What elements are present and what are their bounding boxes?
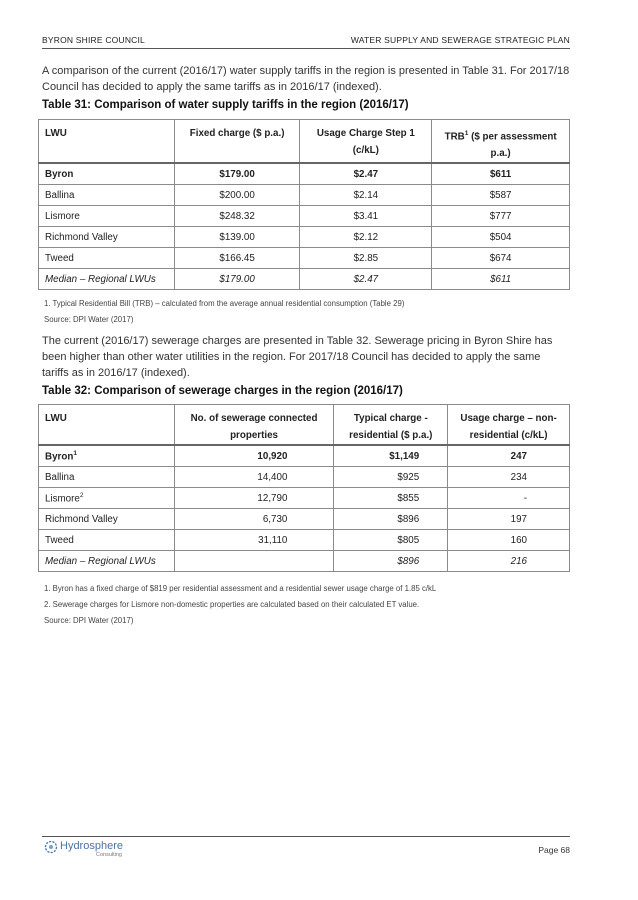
table31-source: Source: DPI Water (2017) xyxy=(44,315,134,324)
table-row: Byron $179.00 $2.47 $611 xyxy=(39,163,570,185)
table-row: Lismore $248.32 $3.41 $777 xyxy=(39,206,570,227)
table-row: Ballina $200.00 $2.14 $587 xyxy=(39,185,570,206)
table32-source: Source: DPI Water (2017) xyxy=(44,616,134,625)
hydrosphere-logo-icon xyxy=(44,840,58,854)
table-row: Richmond Valley $139.00 $2.12 $504 xyxy=(39,227,570,248)
water-tariff-table xyxy=(38,119,570,290)
col-header-lwu: LWU xyxy=(39,120,175,164)
col-header-usage: Usage Charge Step 1 (c/kL) xyxy=(300,120,432,164)
table-row: Lismore$^2$ 12,790 $855 - xyxy=(39,488,570,509)
col-header-connected: No. of sewerage connected properties xyxy=(174,405,334,446)
hydrosphere-logo xyxy=(44,840,123,858)
page-header xyxy=(42,35,570,49)
header-doc-title: WATER SUPPLY AND SEWERAGE STRATEGIC PLAN xyxy=(350,35,570,45)
sewerage-charges-table xyxy=(38,404,570,572)
col-header-nonres: Usage charge – non- residential (c/kL) xyxy=(448,405,570,446)
logo-wordmark: Hydrosphere xyxy=(60,840,123,852)
table32-footnote-2: 2. Sewerage charges for Lismore non-domestic properties are calculated based on their calculated ET value. xyxy=(44,600,420,609)
table31-footnote: 1. Typical Residential Bill (TRB) – calculated from the average annual residential consumption (Table 29) xyxy=(44,299,405,308)
col-header-typical: Typical charge - residential ($ p.a.) xyxy=(334,405,448,446)
table-row-median: Median – Regional LWUs $179.00 $2.47 $611 xyxy=(39,269,570,290)
table-row: Tweed $166.45 $2.85 $674 xyxy=(39,248,570,269)
table-row: Byron$^1$ 10,920 $1,149 247 xyxy=(39,445,570,467)
table31-caption: Table 31: Comparison of water supply tariffs in the region (2016/17) xyxy=(42,99,409,111)
col-header-trb: TRB$^1$ ($ per assessment p.a.) xyxy=(432,120,570,164)
table-row: Ballina 14,400 $925 234 xyxy=(39,467,570,488)
footer-divider xyxy=(42,836,570,837)
intro-paragraph-2: The current (2016/17) sewerage charges are presented in Table 32. Sewerage pricing in Byron Shire has been higher than other water utilities in the region. For 2017/18 Council has decided to apply the same tariffs as in 2016/17 (indexed). xyxy=(42,335,553,379)
table-row: Tweed 31,110 $805 160 xyxy=(39,530,570,551)
col-header-fixed: Fixed charge ($ p.a.) xyxy=(174,120,300,164)
intro-paragraph-1: A comparison of the current (2016/17) water supply tariffs in the region is presented in Table 31. For 2017/18 Council has decided to apply the same tariffs as in 2016/17 (indexed). xyxy=(42,65,570,93)
table32-caption: Table 32: Comparison of sewerage charges in the region (2016/17) xyxy=(42,385,403,397)
header-org: BYRON SHIRE COUNCIL xyxy=(42,35,145,45)
col-header-lwu: LWU xyxy=(39,405,175,446)
table-row: Richmond Valley 6,730 $896 197 xyxy=(39,509,570,530)
table-row-median: Median – Regional LWUs $896 216 xyxy=(39,551,570,572)
page-number: Page 68 xyxy=(538,845,570,855)
logo-subtitle: Consulting xyxy=(96,852,122,858)
table32-footnote-1: 1. Byron has a fixed charge of $819 per residential assessment and a residential sewer usage charge of 1.85 c/kL xyxy=(44,584,437,593)
